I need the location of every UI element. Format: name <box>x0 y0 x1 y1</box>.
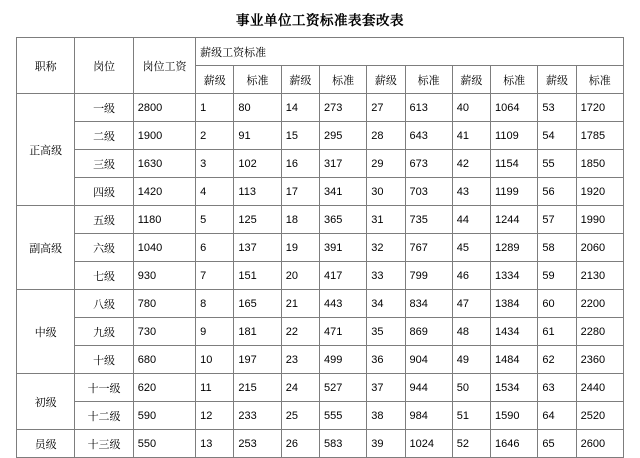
grade-cell: 59 <box>538 262 576 290</box>
grade-cell: 47 <box>452 290 490 318</box>
standard-cell: 499 <box>319 346 366 374</box>
column-header-standard-4: 标准 <box>491 66 538 94</box>
standard-cell: 165 <box>234 290 281 318</box>
table-row <box>17 374 624 402</box>
standard-cell: 1109 <box>491 122 538 150</box>
table-body <box>17 94 624 458</box>
grade-cell: 51 <box>452 402 490 430</box>
standard-cell: 767 <box>405 234 452 262</box>
standard-cell: 273 <box>319 94 366 122</box>
post-wage-cell: 730 <box>133 318 195 346</box>
standard-cell: 1334 <box>491 262 538 290</box>
table-row <box>17 150 624 178</box>
grade-cell: 52 <box>452 430 490 458</box>
table-row <box>17 402 624 430</box>
grade-cell: 42 <box>452 150 490 178</box>
standard-cell: 233 <box>234 402 281 430</box>
standard-cell: 2280 <box>576 318 623 346</box>
grade-cell: 32 <box>367 234 405 262</box>
grade-cell: 62 <box>538 346 576 374</box>
grade-cell: 15 <box>281 122 319 150</box>
standard-cell: 1850 <box>576 150 623 178</box>
column-header-standard-2: 标准 <box>319 66 366 94</box>
post-wage-cell: 2800 <box>133 94 195 122</box>
grade-cell: 53 <box>538 94 576 122</box>
grade-cell: 43 <box>452 178 490 206</box>
standard-cell: 1990 <box>576 206 623 234</box>
grade-cell: 14 <box>281 94 319 122</box>
standard-cell: 215 <box>234 374 281 402</box>
post-cell: 一级 <box>75 94 133 122</box>
grade-cell: 44 <box>452 206 490 234</box>
column-header-grade-1: 薪级 <box>196 66 234 94</box>
table-row <box>17 234 624 262</box>
column-header-standard-5: 标准 <box>576 66 623 94</box>
grade-cell: 34 <box>367 290 405 318</box>
standard-cell: 1484 <box>491 346 538 374</box>
post-cell: 七级 <box>75 262 133 290</box>
grade-cell: 37 <box>367 374 405 402</box>
grade-cell: 7 <box>196 262 234 290</box>
grade-cell: 8 <box>196 290 234 318</box>
standard-cell: 295 <box>319 122 366 150</box>
column-header-post: 岗位 <box>75 38 133 94</box>
grade-cell: 54 <box>538 122 576 150</box>
grade-cell: 2 <box>196 122 234 150</box>
post-cell: 十三级 <box>75 430 133 458</box>
grade-cell: 55 <box>538 150 576 178</box>
standard-cell: 1646 <box>491 430 538 458</box>
standard-cell: 799 <box>405 262 452 290</box>
standard-cell: 2360 <box>576 346 623 374</box>
grade-cell: 13 <box>196 430 234 458</box>
grade-cell: 17 <box>281 178 319 206</box>
standard-cell: 91 <box>234 122 281 150</box>
standard-cell: 643 <box>405 122 452 150</box>
standard-cell: 2440 <box>576 374 623 402</box>
standard-cell: 417 <box>319 262 366 290</box>
standard-cell: 1244 <box>491 206 538 234</box>
post-wage-cell: 1040 <box>133 234 195 262</box>
post-wage-cell: 1180 <box>133 206 195 234</box>
standard-cell: 80 <box>234 94 281 122</box>
post-wage-cell: 550 <box>133 430 195 458</box>
column-header-grade-3: 薪级 <box>367 66 405 94</box>
table-row <box>17 206 624 234</box>
standard-cell: 151 <box>234 262 281 290</box>
grade-cell: 16 <box>281 150 319 178</box>
grade-cell: 38 <box>367 402 405 430</box>
grade-cell: 18 <box>281 206 319 234</box>
grade-cell: 21 <box>281 290 319 318</box>
rank-cell: 正高级 <box>17 94 75 206</box>
grade-cell: 9 <box>196 318 234 346</box>
grade-cell: 10 <box>196 346 234 374</box>
grade-cell: 23 <box>281 346 319 374</box>
standard-cell: 1024 <box>405 430 452 458</box>
table-row <box>17 290 624 318</box>
standard-cell: 1590 <box>491 402 538 430</box>
grade-cell: 20 <box>281 262 319 290</box>
grade-cell: 3 <box>196 150 234 178</box>
rank-cell: 副高级 <box>17 206 75 290</box>
grade-cell: 36 <box>367 346 405 374</box>
grade-cell: 48 <box>452 318 490 346</box>
standard-cell: 735 <box>405 206 452 234</box>
grade-cell: 30 <box>367 178 405 206</box>
column-header-grade-2: 薪级 <box>281 66 319 94</box>
table-head <box>17 38 624 94</box>
grade-cell: 22 <box>281 318 319 346</box>
post-cell: 六级 <box>75 234 133 262</box>
grade-cell: 19 <box>281 234 319 262</box>
grade-cell: 56 <box>538 178 576 206</box>
standard-cell: 834 <box>405 290 452 318</box>
post-wage-cell: 780 <box>133 290 195 318</box>
table-header-row-1 <box>17 38 624 66</box>
standard-cell: 527 <box>319 374 366 402</box>
standard-cell: 1534 <box>491 374 538 402</box>
standard-cell: 703 <box>405 178 452 206</box>
grade-cell: 26 <box>281 430 319 458</box>
grade-cell: 57 <box>538 206 576 234</box>
grade-cell: 61 <box>538 318 576 346</box>
page-title: 事业单位工资标准表套改表 <box>236 13 404 28</box>
post-wage-cell: 1900 <box>133 122 195 150</box>
post-cell: 三级 <box>75 150 133 178</box>
table-row <box>17 122 624 150</box>
standard-cell: 1920 <box>576 178 623 206</box>
grade-cell: 60 <box>538 290 576 318</box>
standard-cell: 1785 <box>576 122 623 150</box>
standard-cell: 197 <box>234 346 281 374</box>
standard-cell: 1384 <box>491 290 538 318</box>
grade-cell: 46 <box>452 262 490 290</box>
table-row <box>17 94 624 122</box>
rank-cell: 初级 <box>17 374 75 430</box>
standard-cell: 904 <box>405 346 452 374</box>
standard-cell: 1434 <box>491 318 538 346</box>
rank-cell: 中级 <box>17 290 75 374</box>
column-header-post-wage: 岗位工资 <box>133 38 195 94</box>
standard-cell: 2200 <box>576 290 623 318</box>
post-cell: 八级 <box>75 290 133 318</box>
standard-cell: 555 <box>319 402 366 430</box>
grade-cell: 64 <box>538 402 576 430</box>
rank-cell: 员级 <box>17 430 75 458</box>
grade-cell: 4 <box>196 178 234 206</box>
standard-cell: 2060 <box>576 234 623 262</box>
post-wage-cell: 620 <box>133 374 195 402</box>
wage-standard-table <box>16 37 624 458</box>
grade-cell: 35 <box>367 318 405 346</box>
standard-cell: 673 <box>405 150 452 178</box>
standard-cell: 613 <box>405 94 452 122</box>
grade-cell: 25 <box>281 402 319 430</box>
post-cell: 十二级 <box>75 402 133 430</box>
grade-cell: 29 <box>367 150 405 178</box>
post-cell: 二级 <box>75 122 133 150</box>
standard-cell: 944 <box>405 374 452 402</box>
grade-cell: 1 <box>196 94 234 122</box>
post-wage-cell: 1420 <box>133 178 195 206</box>
table-row <box>17 262 624 290</box>
grade-cell: 11 <box>196 374 234 402</box>
grade-cell: 12 <box>196 402 234 430</box>
standard-cell: 471 <box>319 318 366 346</box>
grade-cell: 58 <box>538 234 576 262</box>
standard-cell: 341 <box>319 178 366 206</box>
table-row <box>17 178 624 206</box>
standard-cell: 391 <box>319 234 366 262</box>
post-cell: 五级 <box>75 206 133 234</box>
grade-cell: 39 <box>367 430 405 458</box>
grade-cell: 40 <box>452 94 490 122</box>
post-cell: 九级 <box>75 318 133 346</box>
grade-cell: 33 <box>367 262 405 290</box>
grade-cell: 6 <box>196 234 234 262</box>
column-header-grade-4: 薪级 <box>452 66 490 94</box>
standard-cell: 1289 <box>491 234 538 262</box>
column-header-grade-group: 薪级工资标准 <box>196 38 624 66</box>
grade-cell: 27 <box>367 94 405 122</box>
grade-cell: 45 <box>452 234 490 262</box>
standard-cell: 869 <box>405 318 452 346</box>
column-header-standard-1: 标准 <box>234 66 281 94</box>
standard-cell: 1199 <box>491 178 538 206</box>
standard-cell: 253 <box>234 430 281 458</box>
standard-cell: 1064 <box>491 94 538 122</box>
grade-cell: 50 <box>452 374 490 402</box>
standard-cell: 113 <box>234 178 281 206</box>
post-cell: 四级 <box>75 178 133 206</box>
column-header-standard-3: 标准 <box>405 66 452 94</box>
standard-cell: 2130 <box>576 262 623 290</box>
standard-cell: 984 <box>405 402 452 430</box>
standard-cell: 125 <box>234 206 281 234</box>
table-row <box>17 346 624 374</box>
standard-cell: 102 <box>234 150 281 178</box>
standard-cell: 443 <box>319 290 366 318</box>
standard-cell: 1720 <box>576 94 623 122</box>
grade-cell: 31 <box>367 206 405 234</box>
grade-cell: 49 <box>452 346 490 374</box>
standard-cell: 181 <box>234 318 281 346</box>
standard-cell: 2520 <box>576 402 623 430</box>
grade-cell: 28 <box>367 122 405 150</box>
post-wage-cell: 680 <box>133 346 195 374</box>
standard-cell: 1154 <box>491 150 538 178</box>
standard-cell: 317 <box>319 150 366 178</box>
standard-cell: 583 <box>319 430 366 458</box>
post-wage-cell: 1630 <box>133 150 195 178</box>
table-row <box>17 430 624 458</box>
post-cell: 十级 <box>75 346 133 374</box>
standard-cell: 2600 <box>576 430 623 458</box>
standard-cell: 365 <box>319 206 366 234</box>
standard-cell: 137 <box>234 234 281 262</box>
grade-cell: 41 <box>452 122 490 150</box>
column-header-rank: 职称 <box>17 38 75 94</box>
table-row <box>17 318 624 346</box>
grade-cell: 63 <box>538 374 576 402</box>
grade-cell: 65 <box>538 430 576 458</box>
grade-cell: 24 <box>281 374 319 402</box>
column-header-grade-5: 薪级 <box>538 66 576 94</box>
grade-cell: 5 <box>196 206 234 234</box>
post-cell: 十一级 <box>75 374 133 402</box>
post-wage-cell: 930 <box>133 262 195 290</box>
post-wage-cell: 590 <box>133 402 195 430</box>
